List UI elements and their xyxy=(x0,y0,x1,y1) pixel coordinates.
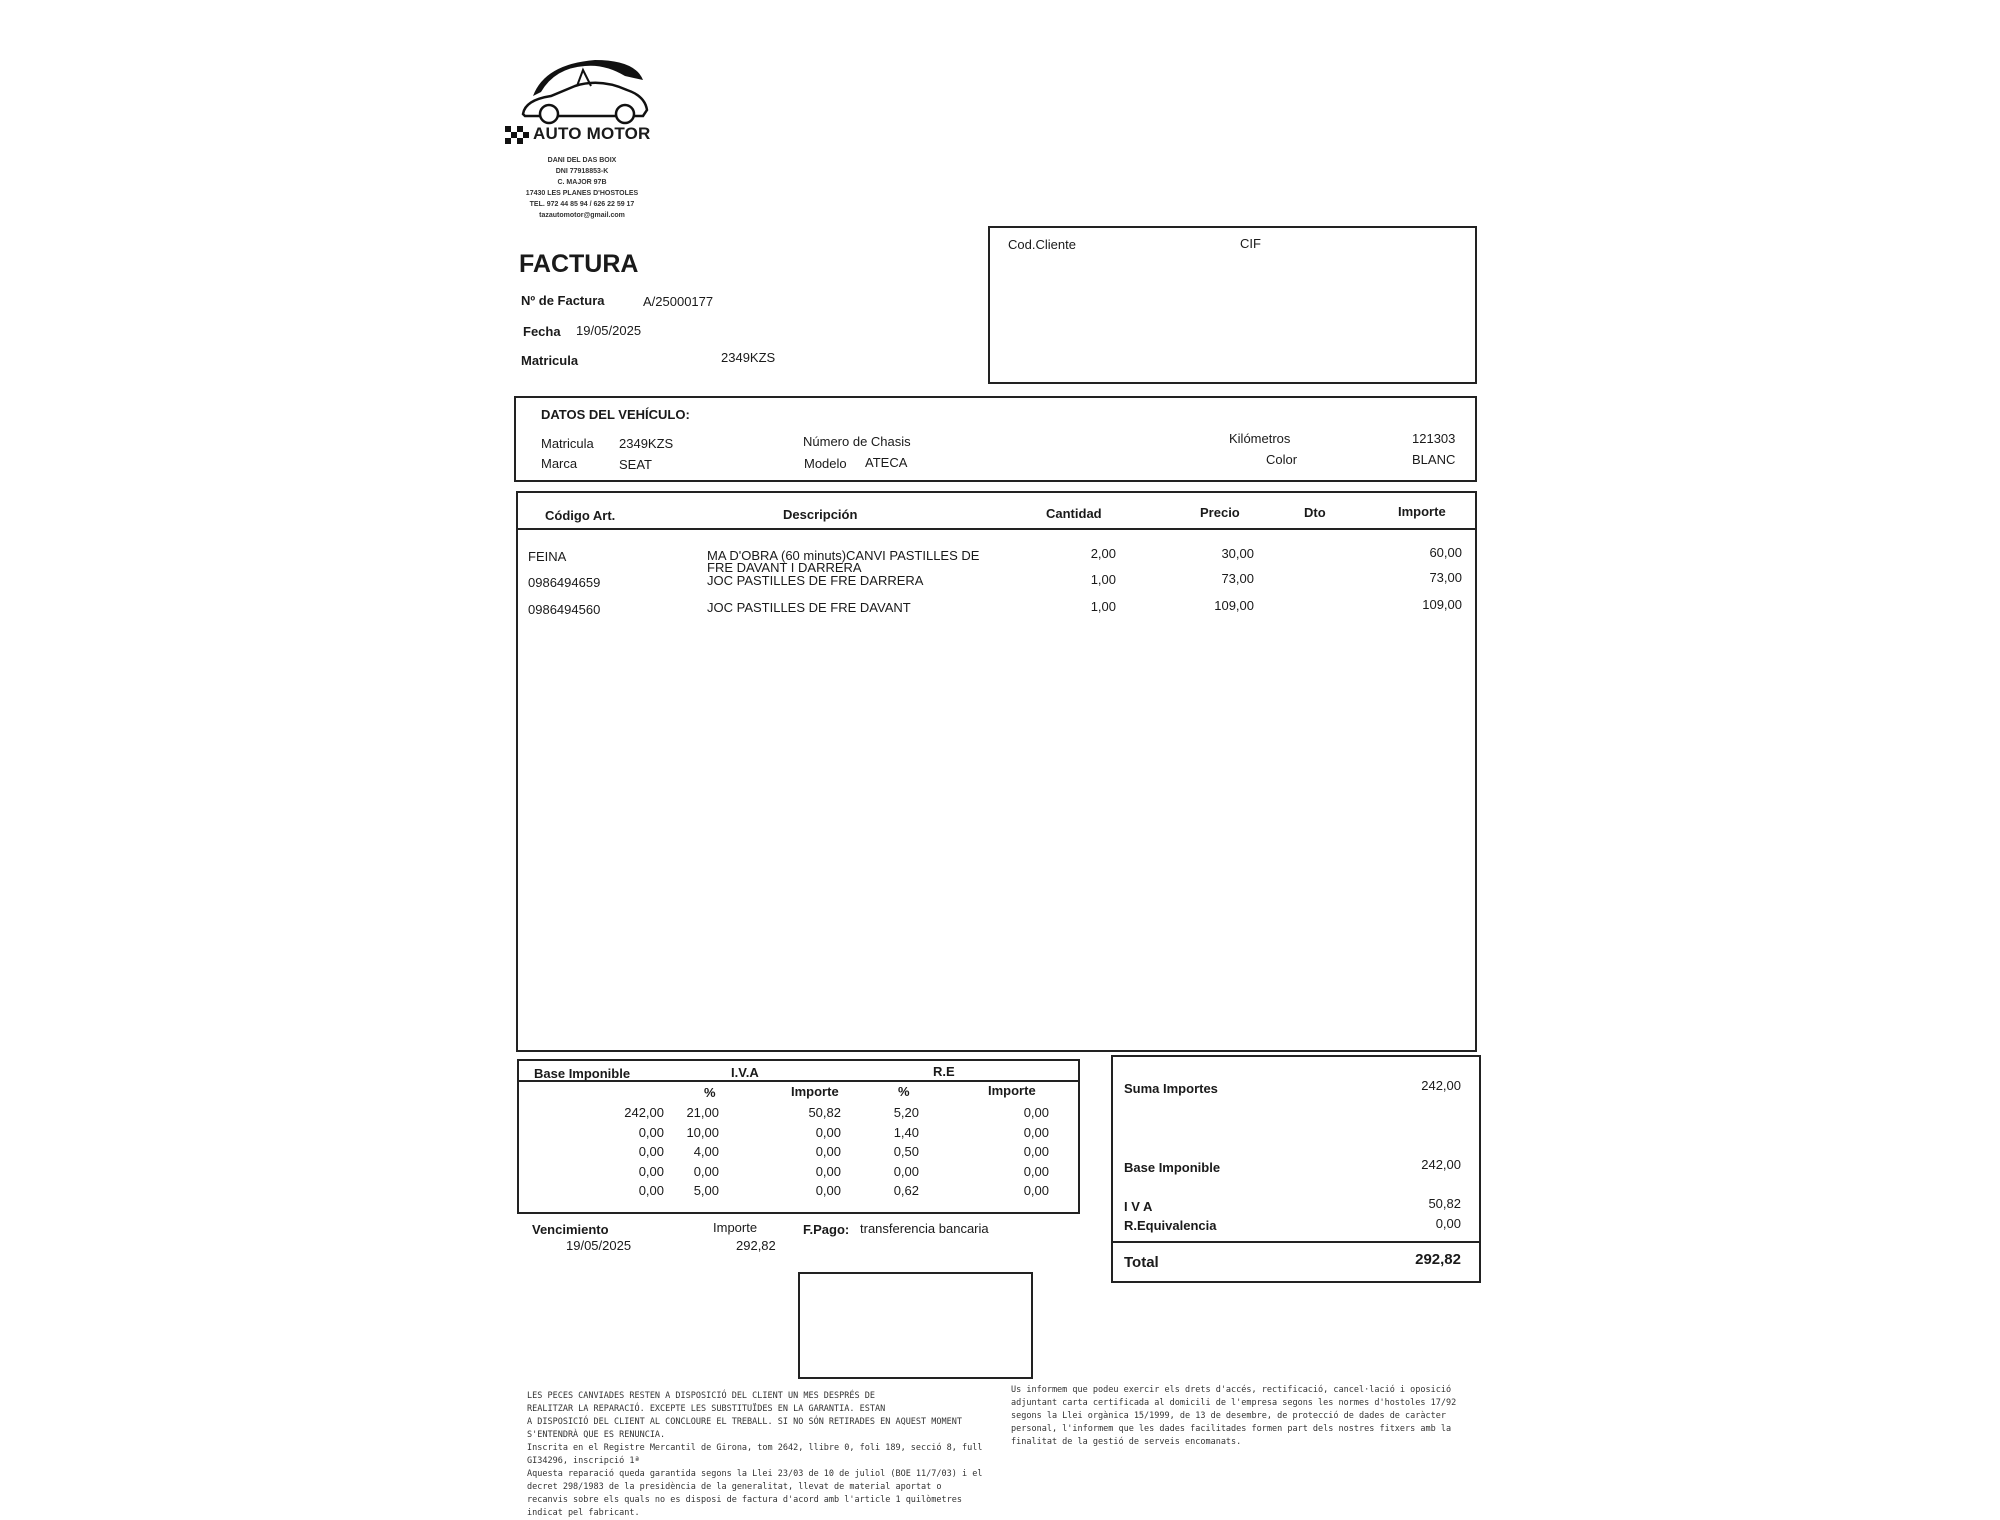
logo-text: AUTO MOTOR xyxy=(533,124,651,143)
tax-re-pct: 1,40 xyxy=(893,1125,919,1140)
row-quantity: 2,00 xyxy=(1090,546,1116,561)
tax-base: 0,00 xyxy=(638,1125,664,1140)
tax-iva-pct: 4,00 xyxy=(693,1144,719,1159)
col-price-header: Precio xyxy=(1200,505,1240,520)
table-row xyxy=(518,545,1475,575)
totals-divider xyxy=(1113,1241,1479,1243)
tax-table xyxy=(517,1059,1080,1214)
company-line: DANI DEL DAS BOIX xyxy=(547,157,617,164)
tax-re-amount: 0,00 xyxy=(1023,1183,1049,1198)
row-amount: 60,00 xyxy=(1429,545,1462,560)
sum-label: Suma Importes xyxy=(1124,1081,1218,1096)
re-label: R.Equivalencia xyxy=(1124,1218,1217,1233)
tax-iva-amount: 0,00 xyxy=(815,1183,841,1198)
row-price: 73,00 xyxy=(1221,571,1254,586)
tax-base: 0,00 xyxy=(638,1144,664,1159)
tax-iva-pct: 21,00 xyxy=(686,1105,719,1120)
col-quantity-header: Cantidad xyxy=(1046,506,1102,521)
vehicle-brand-label: Marca xyxy=(541,456,578,471)
invoice-title: FACTURA xyxy=(519,250,639,278)
tax-iva-label: I.V.A xyxy=(731,1065,759,1080)
tax-row xyxy=(519,1183,1078,1203)
vehicle-plate: 2349KZS xyxy=(619,436,674,451)
vehicle-km: 121303 xyxy=(1412,431,1456,446)
row-description: MA D'OBRA (60 minuts)CANVI PASTILLES DE xyxy=(707,548,980,563)
totals-box xyxy=(1111,1055,1481,1283)
vehicle-color-label: Color xyxy=(1266,452,1298,467)
vehicle-plate-label: Matricula xyxy=(541,436,594,451)
tax-iva-amount-label: Importe xyxy=(791,1084,839,1099)
tax-re-pct: 0,50 xyxy=(893,1144,919,1159)
row-quantity: 1,00 xyxy=(1090,599,1116,614)
tax-iva-pct: 10,00 xyxy=(686,1125,719,1140)
tax-iva-amount: 0,00 xyxy=(815,1125,841,1140)
client-box xyxy=(988,226,1477,384)
payment-amount-label: Importe xyxy=(713,1220,758,1235)
tax-row xyxy=(519,1125,1078,1145)
tax-row xyxy=(519,1144,1078,1164)
due-label: Vencimiento xyxy=(532,1222,609,1237)
car-logo-icon xyxy=(505,56,663,126)
footer-legal-left: LES PECES CANVIADES RESTEN A DISPOSICIÓ DEL CLIENT UN MES DESPRÉS DE REALITZAR LA REPARACIÓ. EXCEPTE LES SUBSTITUÏDES EN LA GARANTIA. ESTAN A DISPOSICIÓ DEL CLIENT AL CONCLOURE EL TREBALL. SI NO SÓN RETIRADES EN AQUEST MOMENT S'ENTENDRÀ QUE ES RENUNCIA. Inscrita en el Registre Mercantil de Girona, tom 2642, llibre 0, foli 189, secció 8, full GI34296, inscripció 1ª Aquesta reparació queda garantida segons la Llei 23/03 de 10 de juliol (BOE 11/7/03) i el decret 298/1983 de la presidència de la generalitat, llevat de material aportat o recanvis sobre els quals no es disposi de factura d'acord amb l'article 1 quilòmetres indicat pel fabricant. xyxy=(527,1391,983,1518)
company-logo xyxy=(505,56,663,148)
row-description: JOC PASTILLES DE FRE DAVANT xyxy=(707,600,911,615)
base-value: 242,00 xyxy=(1421,1157,1461,1172)
company-line: TEL. 972 44 85 94 / 626 22 59 17 xyxy=(529,201,635,208)
company-info xyxy=(512,155,652,221)
company-line: DNI 77918853-K xyxy=(555,168,609,175)
row-description: JOC PASTILLES DE FRE DARRERA xyxy=(707,573,924,588)
table-row xyxy=(518,570,1475,593)
due-date: 19/05/2025 xyxy=(566,1238,632,1253)
tax-re-amount: 0,00 xyxy=(1023,1164,1049,1179)
invoice-plate: 2349KZS xyxy=(721,350,776,365)
tax-re-pct-label: % xyxy=(898,1084,910,1099)
tax-iva-amount: 50,82 xyxy=(808,1105,841,1120)
client-code-label: Cod.Cliente xyxy=(1008,237,1076,252)
payment-method-label: F.Pago: xyxy=(803,1222,850,1237)
tax-re-pct: 0,00 xyxy=(893,1164,919,1179)
row-price: 30,00 xyxy=(1221,546,1254,561)
table-row xyxy=(518,597,1475,620)
tax-re-pct: 5,20 xyxy=(893,1105,919,1120)
tax-iva-amount: 0,00 xyxy=(815,1164,841,1179)
row-code: 0986494659 xyxy=(528,575,601,590)
tax-base: 242,00 xyxy=(624,1105,664,1120)
footer-legal-right: Us informem que podeu exercir els drets d'accés, rectificació, cancel·lació i oposició adjuntant carta certificada al domicili de l'empresa segons les normes d'hostoles 17/92 segons la Llei orgànica 15/1999, de 13 de desembre, de protecció de dades de caràcter personal, l'informem que les dades facilitades formen part dels nostres fitxers amb la finalitat de la gestió de serveis encomanats. xyxy=(1011,1385,1457,1447)
tax-re-amount: 0,00 xyxy=(1023,1144,1049,1159)
tax-iva-pct-label: % xyxy=(704,1085,716,1100)
re-value: 0,00 xyxy=(1435,1216,1461,1231)
invoice-number: A/25000177 xyxy=(643,294,714,309)
col-code-header: Código Art. xyxy=(545,508,616,523)
payment-amount: 292,82 xyxy=(736,1238,776,1253)
tax-iva-pct: 5,00 xyxy=(693,1183,719,1198)
tax-iva-pct: 0,00 xyxy=(693,1164,719,1179)
tax-base: 0,00 xyxy=(638,1183,664,1198)
row-code: 0986494560 xyxy=(528,602,601,617)
payment-method: transferencia bancaria xyxy=(860,1221,989,1236)
col-amount-header: Importe xyxy=(1398,504,1446,519)
tax-re-amount: 0,00 xyxy=(1023,1125,1049,1140)
tax-row xyxy=(519,1164,1078,1184)
tax-base-label: Base Imponible xyxy=(534,1066,631,1081)
vehicle-color: BLANC xyxy=(1412,452,1456,467)
vehicle-chassis-label: Número de Chasis xyxy=(803,434,911,449)
company-line: 17430 LES PLANES D'HOSTOLES xyxy=(525,190,639,197)
checkered-flag-icon xyxy=(505,126,529,144)
invoice-date-label: Fecha xyxy=(523,324,561,339)
tax-re-pct: 0,62 xyxy=(893,1183,919,1198)
vehicle-section-title: DATOS DEL VEHÍCULO: xyxy=(541,407,690,422)
vehicle-box xyxy=(514,396,1477,482)
invoice-plate-label: Matricula xyxy=(521,353,579,368)
total-label: Total xyxy=(1124,1254,1159,1271)
total-value: 292,82 xyxy=(1415,1251,1461,1268)
company-line: C. MAJOR 97B xyxy=(557,179,607,186)
invoice-number-label: Nº de Factura xyxy=(521,293,605,308)
items-table xyxy=(516,491,1477,1052)
signature-box xyxy=(798,1272,1033,1379)
row-amount: 109,00 xyxy=(1422,597,1462,612)
tax-iva-amount: 0,00 xyxy=(815,1144,841,1159)
invoice-date: 19/05/2025 xyxy=(576,323,642,338)
vehicle-model-label: Modelo xyxy=(804,456,847,471)
tax-row xyxy=(519,1105,1078,1125)
col-discount-header: Dto xyxy=(1304,505,1326,520)
vehicle-model: ATECA xyxy=(865,455,908,470)
row-price: 109,00 xyxy=(1214,598,1254,613)
tax-header xyxy=(519,1061,1078,1082)
company-line: tazautomotor@gmail.com xyxy=(539,212,625,219)
col-description-header: Descripción xyxy=(783,507,858,522)
tax-re-label: R.E xyxy=(933,1064,955,1079)
base-label: Base Imponible xyxy=(1124,1160,1221,1175)
tax-base: 0,00 xyxy=(638,1164,664,1179)
client-cif-label: CIF xyxy=(1240,236,1261,251)
row-code: FEINA xyxy=(528,549,567,564)
items-header xyxy=(518,493,1475,530)
row-quantity: 1,00 xyxy=(1090,572,1116,587)
iva-label: I V A xyxy=(1124,1199,1153,1214)
tax-re-amount-label: Importe xyxy=(988,1083,1036,1098)
iva-value: 50,82 xyxy=(1428,1196,1461,1211)
row-amount: 73,00 xyxy=(1429,570,1462,585)
vehicle-brand: SEAT xyxy=(619,457,652,472)
tax-re-amount: 0,00 xyxy=(1023,1105,1049,1120)
row-description-cont: FRE DAVANT I DARRERA xyxy=(707,560,862,575)
sum-value: 242,00 xyxy=(1421,1078,1461,1093)
vehicle-km-label: Kilómetros xyxy=(1229,431,1291,446)
